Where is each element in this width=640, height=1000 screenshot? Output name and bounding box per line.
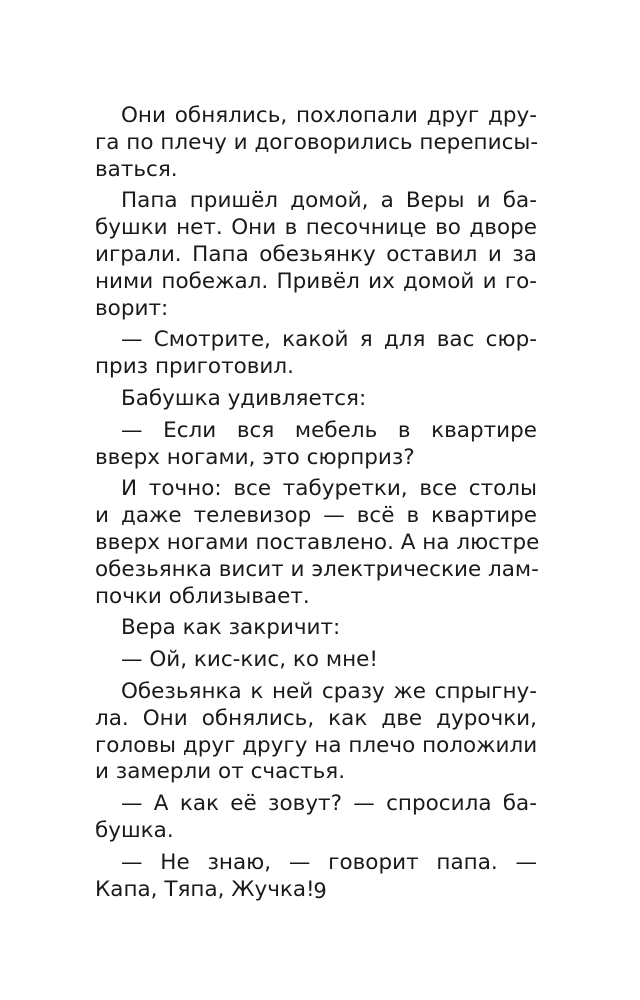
paragraph <box>95 679 537 786</box>
text-line: — А как её зовут? — спросила ба- <box>121 791 537 817</box>
paragraph <box>95 418 537 472</box>
paragraph <box>95 103 537 183</box>
text-line: Вера как закричит: <box>121 615 341 641</box>
text-line: головы друг другу на плечо положили <box>95 732 538 758</box>
text-line: и даже телевизор — всё в квартире <box>95 503 537 529</box>
page-text <box>95 103 540 908</box>
text-line: — Если вся мебель в квартире <box>121 417 537 443</box>
paragraph <box>95 615 537 642</box>
paragraph <box>95 327 537 381</box>
paragraph <box>95 791 537 845</box>
text-line: И точно: все табуретки, все столы <box>121 476 537 502</box>
page-number: 9 <box>313 879 327 903</box>
paragraph <box>95 476 540 610</box>
text-line: Папа пришёл домой, а Веры и ба- <box>121 188 537 214</box>
text-line: Они обнялись, похлопали друг дру- <box>121 103 537 128</box>
text-line: бушка. <box>95 817 174 843</box>
text-line: вверх ногами поставлено. А на люстре <box>95 529 540 555</box>
text-line: га по плечу и договорились переписы- <box>95 129 539 155</box>
text-line: ними побежал. Привёл их домой и го- <box>95 268 537 294</box>
paragraph <box>95 386 537 413</box>
text-line: ла. Они обнялись, как две дурочки, <box>95 705 537 731</box>
text-line: ваться. <box>95 156 178 182</box>
paragraph <box>95 647 537 674</box>
text-line: и замерли от счастья. <box>95 759 346 785</box>
text-line: — Смотрите, какой я для вас сюр- <box>121 327 537 353</box>
text-line: — Ой, кис-кис, ко мне! <box>121 647 378 673</box>
text-line: Обезьянка к ней сразу же спрыгну- <box>121 678 537 704</box>
text-line: вверх ногами, это сюрприз? <box>95 444 415 470</box>
text-line: обезьянка висит и электрические лам- <box>95 556 539 582</box>
text-line: бушки нет. Они в песочнице во дворе <box>95 215 537 241</box>
text-line: приз приготовил. <box>95 354 294 380</box>
text-line: — Не знаю, — говорит папа. — <box>121 849 537 875</box>
text-line: Капа, Тяпа, Жучка! <box>95 876 315 902</box>
text-line: почки облизывает. <box>95 583 310 609</box>
text-line: играли. Папа обезьянку оставил и за <box>95 241 537 267</box>
paragraph <box>95 188 537 322</box>
text-line: ворит: <box>95 295 169 321</box>
text-line: Бабушка удивляется: <box>121 385 367 411</box>
